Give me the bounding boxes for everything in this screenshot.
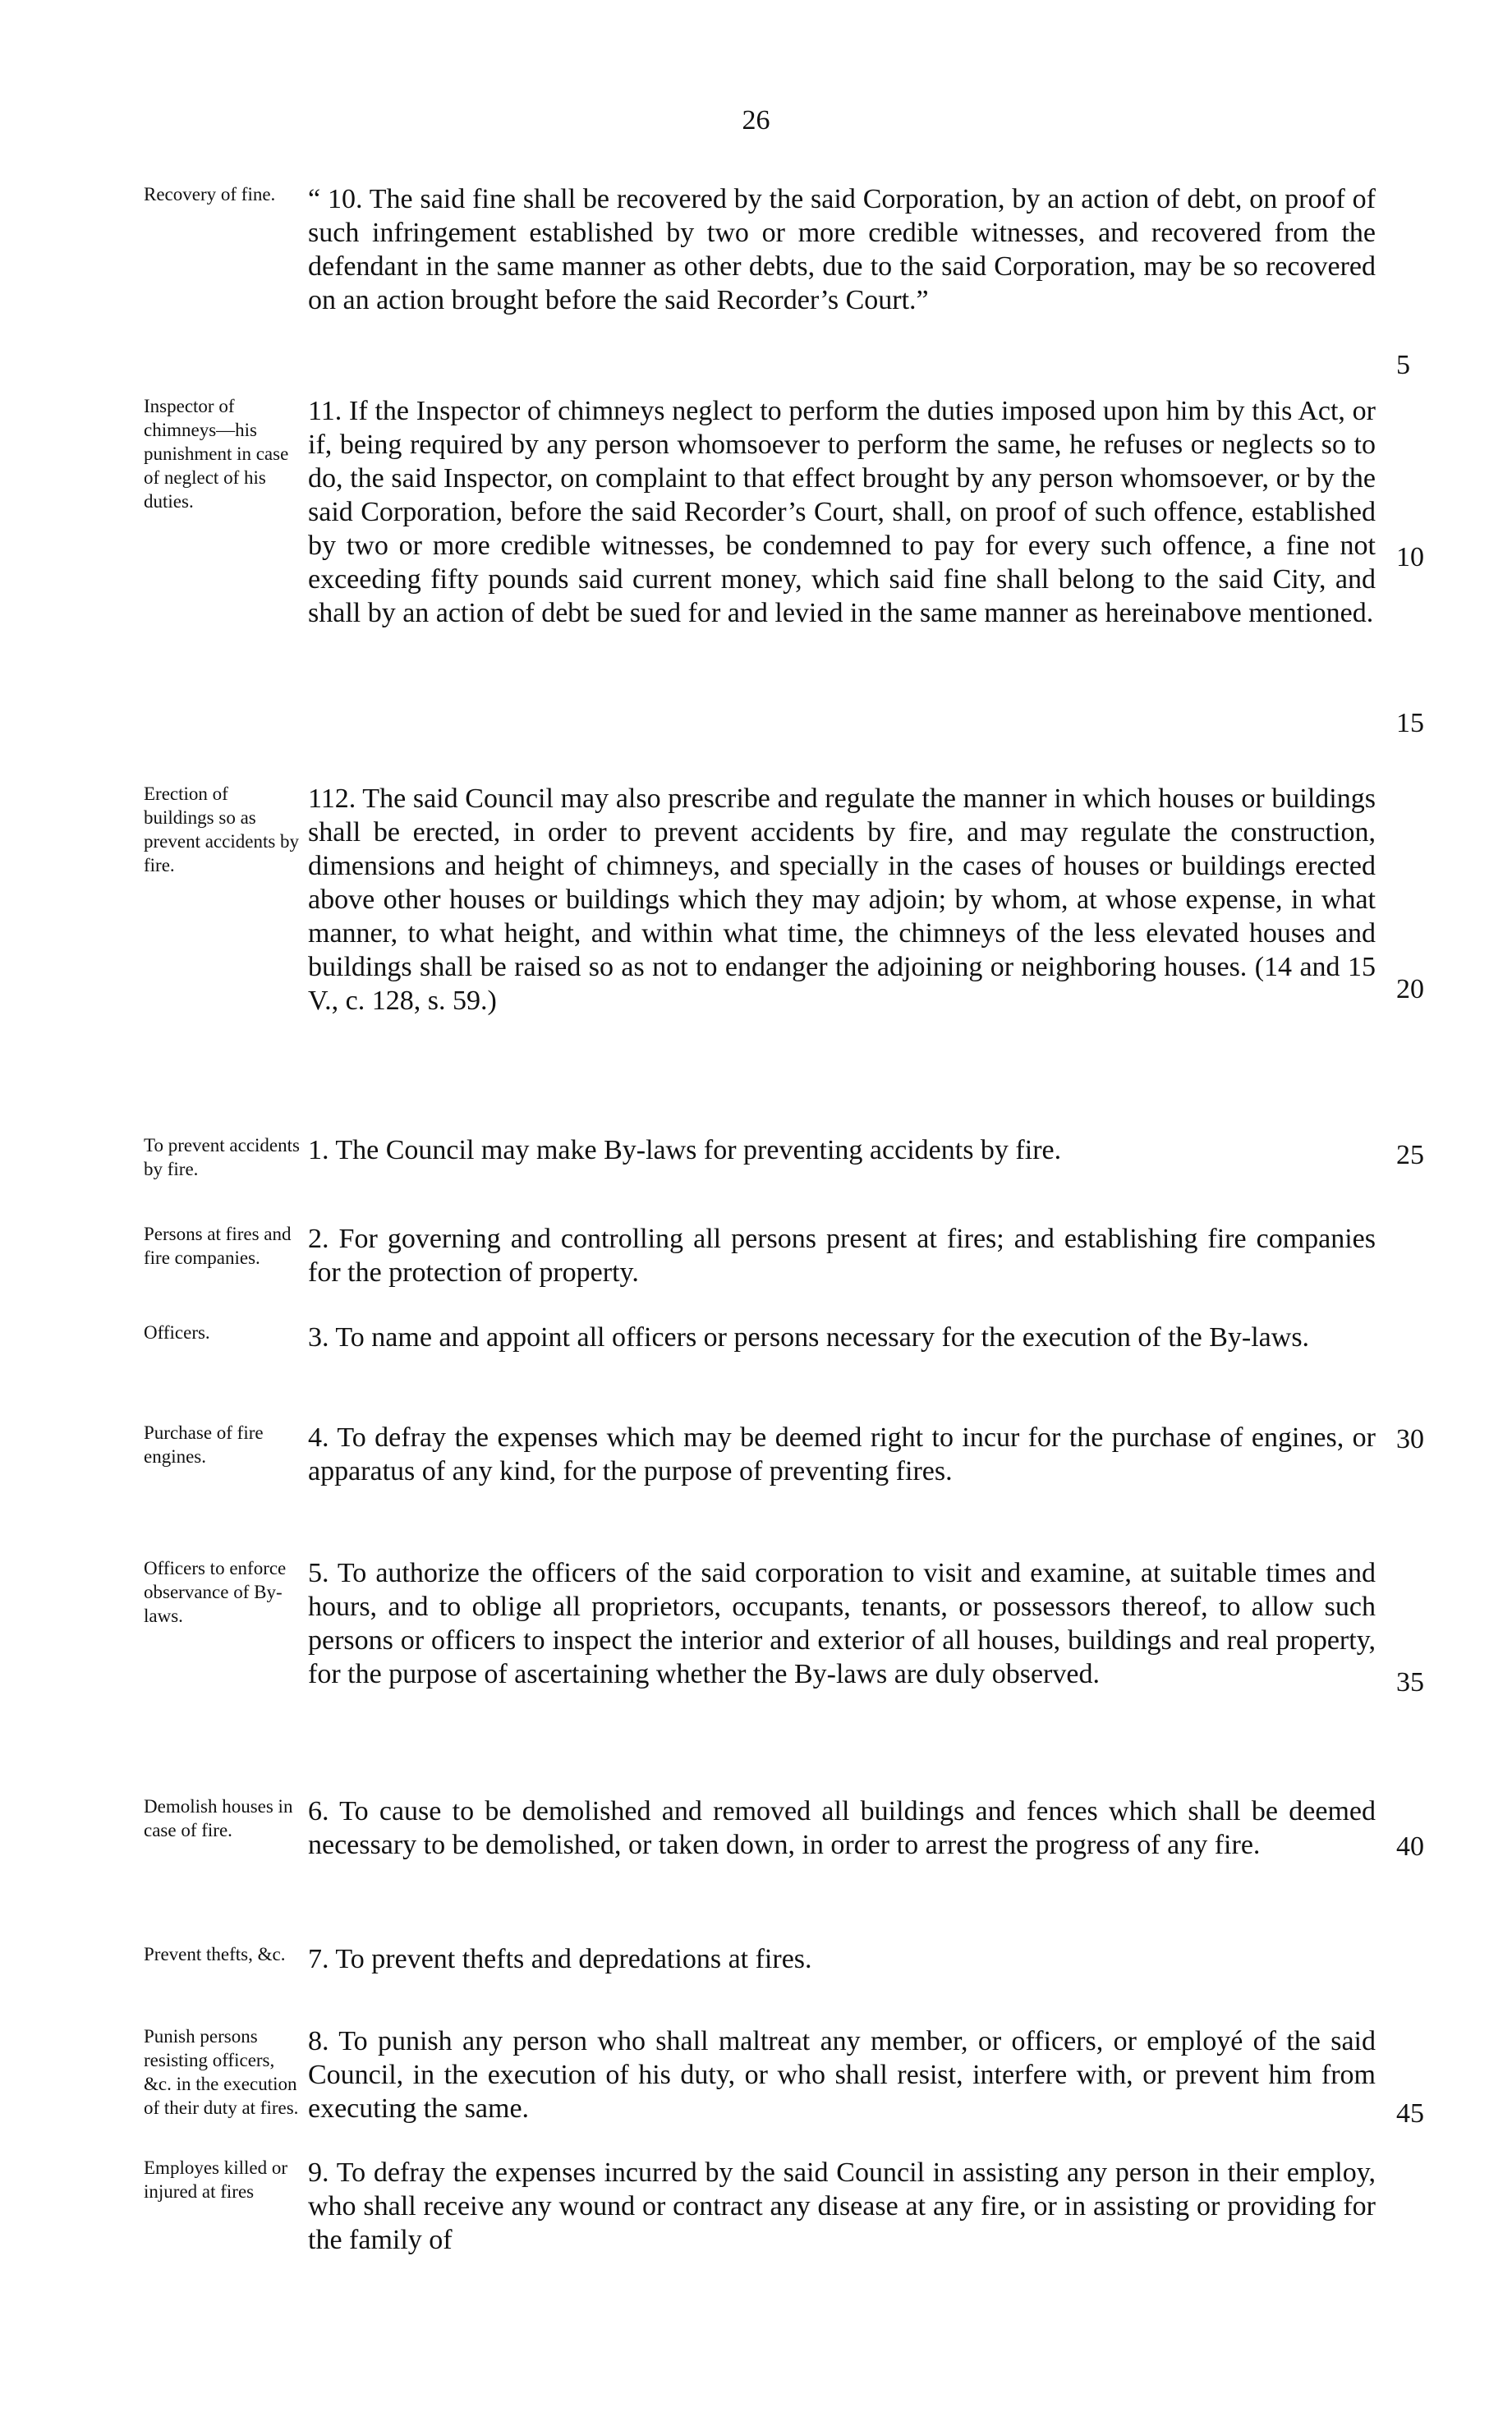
paragraph: 5. To authorize the officers of the said corporation to visit and examine, at suitable times and hours, and to oblige all proprietors, occupants, tenants, or possessors thereof, to allow such persons or officers to inspect the interior and exterior of all houses, buildings and real property, for the purpose of ascertaining whether the By-laws are duly observed. [308, 1558, 1376, 1689]
margin-note: Officers. [144, 1322, 210, 1343]
paragraph: 4. To defray the expenses which may be deemed right to incur for the purchase of engines, or apparatus of any kind, for the purpose of preventing fires. [308, 1422, 1376, 1486]
margin-note: Inspector of chimneys—his punishment in case of neglect of his duties. [144, 396, 289, 512]
margin-note: Purchase of fire engines. [144, 1422, 264, 1467]
paragraph: 11. If the Inspector of chimneys neglect to perform the duties imposed upon him by this Act, or if, being required by any person whomsoever to perform the same, he refuses or neglects so to do, the said Inspector, on complaint to that effect brought by any person whomsoever, or by the said Corporation, before the said Recorder’s Court, shall, on proof of such offence, established by two or more credible witnesses, be condemned to pay for every such offence, a fine not exceeding fifty pounds said current money, which said fine shall belong to the said City, and shall by an action of debt be sued for and levied in the same manner as hereinabove mentioned. [308, 396, 1376, 628]
paragraph: 7. To prevent thefts and depredations at fires. [308, 1944, 812, 1974]
margin-note: Prevent thefts, &c. [144, 1944, 286, 1964]
margin-note: Employes killed or injured at fires [144, 2157, 288, 2202]
margin-note: Erection of buildings so as prevent accidents by fire. [144, 783, 300, 875]
line-number: 35 [1396, 1667, 1424, 1698]
line-number: 25 [1396, 1140, 1424, 1170]
paragraph: 8. To punish any person who shall maltreat any member, or officers, or employé of the said Council, in the execution of his duty, or who shall resist, interfere with, or prevent him from executing the same. [308, 2026, 1376, 2124]
paragraph: “ 10. The said fine shall be recovered by the said Corporation, by an action of debt, on proof of such infringement established by two or more credible witnesses, and recovered from the defendant in the same manner as other debts, due to the said Corporation, may be so recovered on an action brought before the said Recorder’s Court.” [308, 184, 1376, 315]
paragraph: 9. To defray the expenses incurred by the said Council in assisting any person in their employ, who shall receive any wound or contract any disease at any fire, or in assisting or providing for the family of [308, 2157, 1376, 2255]
line-number: 20 [1396, 974, 1424, 1004]
line-number: 5 [1396, 350, 1410, 380]
line-number: 30 [1396, 1424, 1424, 1454]
paragraph: 2. For governing and controlling all persons present at fires; and establishing fire companies for the protection of property. [308, 1224, 1376, 1288]
margin-note: Recovery of fine. [144, 184, 276, 204]
margin-note: Demolish houses in case of fire. [144, 1796, 293, 1840]
line-number: 45 [1396, 2098, 1424, 2129]
margin-note: To prevent accidents by fire. [144, 1135, 300, 1179]
margin-note: Officers to enforce observance of By-laws. [144, 1558, 287, 1626]
paragraph: 112. The said Council may also prescribe and regulate the manner in which houses or buildings shall be erected, in order to prevent accidents by fire, and may regulate the construction, dimensions and height of chimneys, and specially in the cases of houses or buildings erected above other houses or buildings which they may adjoin; by whom, at whose expense, in what manner, to what height, and within what time, the chimneys of the less elevated houses and buildings shall be raised so as not to endanger the adjoining or neighboring houses. (14 and 15 V., c. 128, s. 59.) [308, 783, 1376, 1016]
line-number: 10 [1396, 542, 1424, 572]
margin-note: Persons at fires and fire companies. [144, 1224, 292, 1268]
paragraph: 3. To name and appoint all officers or persons necessary for the execution of the By-laws. [308, 1322, 1310, 1353]
margin-note: Punish persons resisting officers, &c. in the execution of their duty at fires. [144, 2026, 299, 2118]
line-number: 15 [1396, 708, 1424, 738]
paragraph: 1. The Council may make By-laws for preventing accidents by fire. [308, 1135, 1062, 1165]
line-number: 40 [1396, 1831, 1424, 1862]
page-number: 26 [742, 105, 770, 136]
paragraph: 6. To cause to be demolished and removed all buildings and fences which shall be deemed necessary to be demolished, or taken down, in order to arrest the progress of any fire. [308, 1796, 1376, 1860]
